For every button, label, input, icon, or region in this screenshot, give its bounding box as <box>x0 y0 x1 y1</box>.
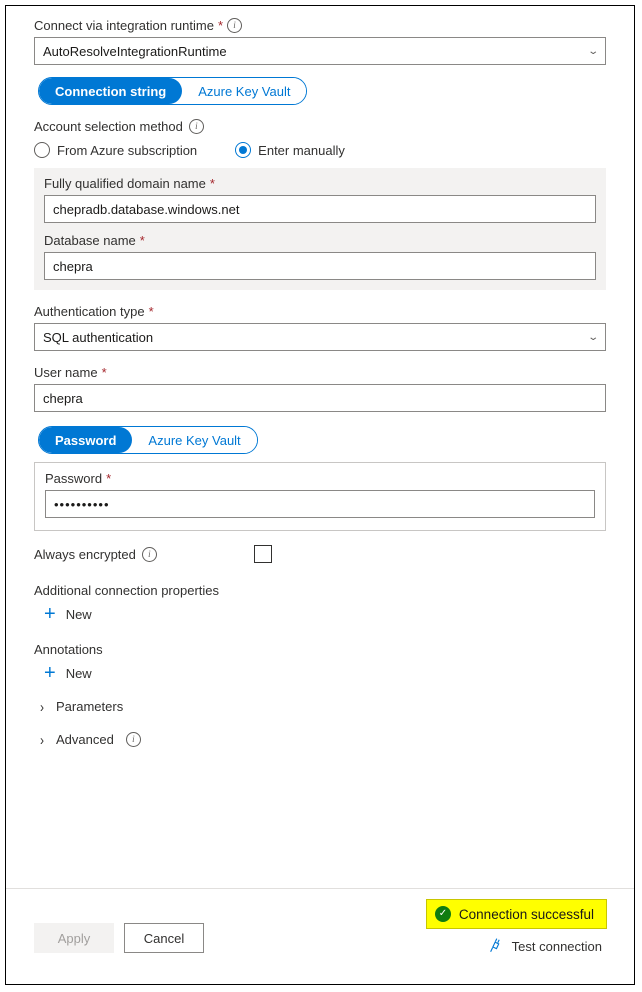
expander-parameters-label: Parameters <box>56 699 124 714</box>
annotations-new-label: New <box>65 665 92 681</box>
database-label-text: Database name <box>44 233 136 248</box>
required-asterisk: * <box>101 365 107 380</box>
integration-runtime-select[interactable] <box>34 37 606 65</box>
panel-footer <box>6 888 634 984</box>
expander-advanced[interactable] <box>34 732 606 747</box>
always-encrypted-label <box>34 547 254 562</box>
database-label <box>44 233 596 248</box>
authentication-type-value: SQL authentication <box>43 329 154 345</box>
additional-properties-new-label: New <box>65 606 92 622</box>
password-block <box>34 462 606 531</box>
radio-label: Enter manually <box>258 142 345 158</box>
tab-password-azure-key-vault[interactable]: Azure Key Vault <box>132 427 256 453</box>
radio-circle-selected <box>235 142 251 158</box>
test-connection-button[interactable] <box>487 937 602 955</box>
password-value: •••••••••• <box>54 496 110 512</box>
password-method-tabs <box>38 426 258 454</box>
password-label <box>45 471 595 486</box>
linked-service-panel <box>5 5 635 985</box>
required-asterisk: * <box>106 471 112 486</box>
fqdn-value: chepradb.database.windows.net <box>53 201 240 217</box>
chevron-right-icon: › <box>40 730 44 749</box>
database-value: chepra <box>53 258 93 274</box>
user-name-label <box>34 365 606 380</box>
integration-runtime-label-text: Connect via integration runtime <box>34 18 214 33</box>
info-icon[interactable]: i <box>227 18 242 33</box>
user-name-value: chepra <box>43 390 83 406</box>
password-label-text: Password <box>45 471 103 486</box>
password-input[interactable] <box>45 490 595 518</box>
required-asterisk: * <box>209 176 215 191</box>
cancel-button[interactable]: Cancel <box>124 923 204 953</box>
integration-runtime-label <box>34 18 606 33</box>
fqdn-input[interactable] <box>44 195 596 223</box>
required-asterisk: * <box>217 18 223 33</box>
account-selection-label-text: Account selection method <box>34 119 183 134</box>
connection-status-text: Connection successful <box>458 906 594 922</box>
manual-entry-block <box>34 168 606 290</box>
radio-enter-manually[interactable] <box>235 142 345 158</box>
success-check-icon: ✓ <box>435 906 451 922</box>
always-encrypted-row <box>34 545 606 563</box>
user-name-label-text: User name <box>34 365 98 380</box>
always-encrypted-checkbox[interactable] <box>254 545 272 563</box>
radio-label: From Azure subscription <box>57 142 198 158</box>
expander-advanced-label: Advanced <box>56 732 114 747</box>
plug-icon <box>484 935 504 957</box>
account-selection-radios <box>34 142 606 158</box>
expander-parameters[interactable] <box>34 699 606 714</box>
fqdn-label-text: Fully qualified domain name <box>44 176 206 191</box>
authentication-type-label-text: Authentication type <box>34 304 145 319</box>
required-asterisk: * <box>148 304 154 319</box>
additional-properties-title: Additional connection properties <box>34 583 220 598</box>
tab-password[interactable]: Password <box>39 427 132 453</box>
info-icon[interactable]: i <box>126 732 141 747</box>
authentication-type-label <box>34 304 606 319</box>
chevron-right-icon: › <box>40 697 44 716</box>
tab-azure-key-vault[interactable]: Azure Key Vault <box>182 78 306 104</box>
apply-button[interactable]: Apply <box>34 923 114 953</box>
annotations-title: Annotations <box>34 642 103 657</box>
chevron-down-icon: ⌄ <box>586 331 599 343</box>
required-asterisk: * <box>139 233 145 248</box>
integration-runtime-value: AutoResolveIntegrationRuntime <box>43 43 227 59</box>
plus-icon: + <box>44 662 56 684</box>
chevron-down-icon: ⌄ <box>586 45 599 57</box>
always-encrypted-label-text: Always encrypted <box>34 546 136 562</box>
auth-method-tabs <box>38 77 307 105</box>
fqdn-field <box>44 176 596 223</box>
user-name-input[interactable] <box>34 384 606 412</box>
plus-icon: + <box>44 603 56 625</box>
info-icon[interactable]: i <box>142 547 157 562</box>
tab-connection-string[interactable]: Connection string <box>39 78 182 104</box>
database-field <box>44 233 596 280</box>
radio-circle <box>34 142 50 158</box>
test-connection-label: Test connection <box>511 938 602 954</box>
connection-status-tooltip <box>426 899 607 929</box>
annotations-new-button[interactable] <box>34 662 606 684</box>
account-selection-label <box>34 119 606 134</box>
fqdn-label <box>44 176 596 191</box>
authentication-type-select[interactable] <box>34 323 606 351</box>
radio-from-azure-subscription[interactable] <box>34 142 197 158</box>
panel-body <box>6 6 634 888</box>
info-icon[interactable]: i <box>189 119 204 134</box>
database-input[interactable] <box>44 252 596 280</box>
additional-properties-new-button[interactable] <box>34 603 606 625</box>
